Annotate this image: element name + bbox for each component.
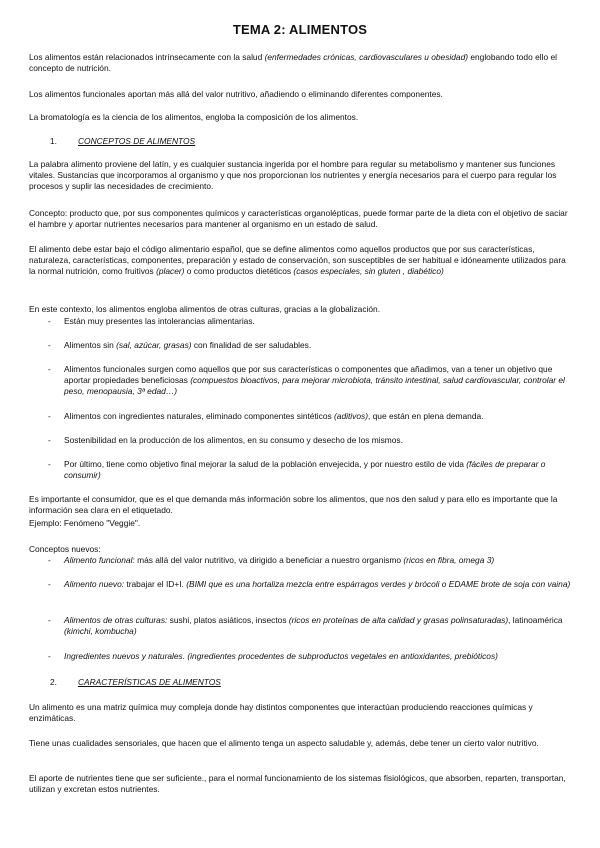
section-1-paragraph-context: En este contexto, los alimentos engloba alimentos de otras culturas, gracias a la globalización.	[29, 304, 381, 314]
list-item: - Alimentos sin (sal, azúcar, grasas) con finalidad de ser saludables.	[48, 340, 312, 350]
intro-paragraph-health: Los alimentos están relacionados intrínsecamente con la salud (enfermedades crónicas, cardiovasculares u obesidad) englobando todo ello el concepto de nutrición.	[29, 52, 557, 73]
list-item: - Alimento funcional: más allá del valor nutritivo, va dirigido a beneficiar a nuestro organismo (ricos en fibra, omega 3)	[48, 555, 495, 565]
list-item: - Ingredientes nuevos y naturales. (ingredientes procedentes de subproductos vegetales en antioxidantes, prebióticos)	[48, 651, 498, 661]
section-1-paragraph-concept: Concepto: producto que, por sus componentes químicos y características organolépticas, puede formar parte de la dieta con el objetivo de saciar el hambre y aportar nutrientes necesarios para mantener al organismo en un estado de salud.	[29, 208, 568, 229]
section-1-heading: 1. CONCEPTOS DE ALIMENTOS	[50, 136, 196, 146]
page-title: TEMA 2: ALIMENTOS	[232, 22, 368, 37]
section-1-paragraph-example: Ejemplo: Fenómeno "Veggie".	[29, 518, 141, 528]
list-item: - Están muy presentes las intolerancias alimentarias.	[48, 316, 255, 326]
section-1-paragraph-definition: La palabra alimento proviene del latín, y es cualquier sustancia ingerida por el hombre para regular su metabolismo y mantener sus funciones vitales. Sustancias que incorporamos al organismo y que nos proporcionan los nutrientes y energía necesarios para el cuerpo para regular los procesos y suplir las necesidades de crecimiento.	[29, 159, 557, 191]
list-item: - Por último, tiene como objetivo final mejorar la salud de la población envejecida, y por nuestro estilo de vida (fáciles de preparar o consumir)	[48, 459, 546, 480]
section-1-paragraph-code: El alimento debe estar bajo el código alimentario español, que se define alimentos como aquellos productos que por sus características, naturaleza, características, componentes, preparación y estado de conservación, son susceptibles de ser habitual e idóneamente utilizados para la normal nutrición, como fruitivos (placer) o como productos dietéticos (casos especiales, sin gluten , diabético)	[29, 244, 566, 276]
section-2-heading: 2. CARACTERÍSTICAS DE ALIMENTOS	[50, 677, 221, 687]
intro-paragraph-functional: Los alimentos funcionales aportan más allá del valor nutritivo, añadiendo o eliminando diferentes componentes.	[29, 89, 443, 99]
list-item: - Alimentos con ingredientes naturales, eliminado componentes sintéticos (aditivos), que están en plena demanda.	[48, 411, 484, 421]
section-2-paragraph-nutrients: El aporte de nutrientes tiene que ser suficiente., para el normal funcionamiento de los sistemas fisiológicos, que absorben, reparten, transportan, utilizan y excretan estos nutrientes.	[29, 773, 566, 794]
list-item: - Alimentos de otras culturas: sushi, platos asiáticos, insectos (ricos en proteínas de alta calidad y grasas polinsaturadas), latinoamérica (kimchi, kombucha)	[48, 615, 563, 636]
section-2-paragraph-matrix: Un alimento es una matriz química muy compleja donde hay distintos componentes que interactúan produciendo reacciones químicas y enzimáticas.	[29, 702, 533, 723]
list-item: - Alimentos funcionales surgen como aquellos que por sus características o componentes que añadimos, van a tener un objetivo que aportar propiedades beneficiosas (compuestos bioactivos, para mejorar microbiota, tránsito intestinal, salud cardiovascular, controlar el peso, menopausia, 3ª edad…)	[48, 364, 565, 396]
section-1-paragraph-consumer: Es importante el consumidor, que es el que demanda más información sobre los alimentos, que nos den salud y para ello es importante que la información sea clara en el etiquetado.	[29, 494, 558, 515]
section-1-paragraph-new-concepts: Conceptos nuevos:	[29, 544, 101, 554]
section-2-paragraph-sensory: Tiene unas cualidades sensoriales, que hacen que el alimento tenga un aspecto saludable y, además, debe tener un cierto valor nutritivo.	[29, 738, 539, 748]
list-item: - Alimento nuevo: trabajar el ID+I. (BIMI que es una hortaliza mezcla entre espárragos verdes y brócoli o EDAME brote de soja con vaina)	[48, 579, 571, 589]
intro-paragraph-bromatology: La bromatología es la ciencia de los alimentos, engloba la composición de los alimentos.	[29, 112, 359, 122]
list-item: - Sostenibilidad en la producción de los alimentos, en su consumo y desecho de los mismos.	[48, 435, 403, 445]
